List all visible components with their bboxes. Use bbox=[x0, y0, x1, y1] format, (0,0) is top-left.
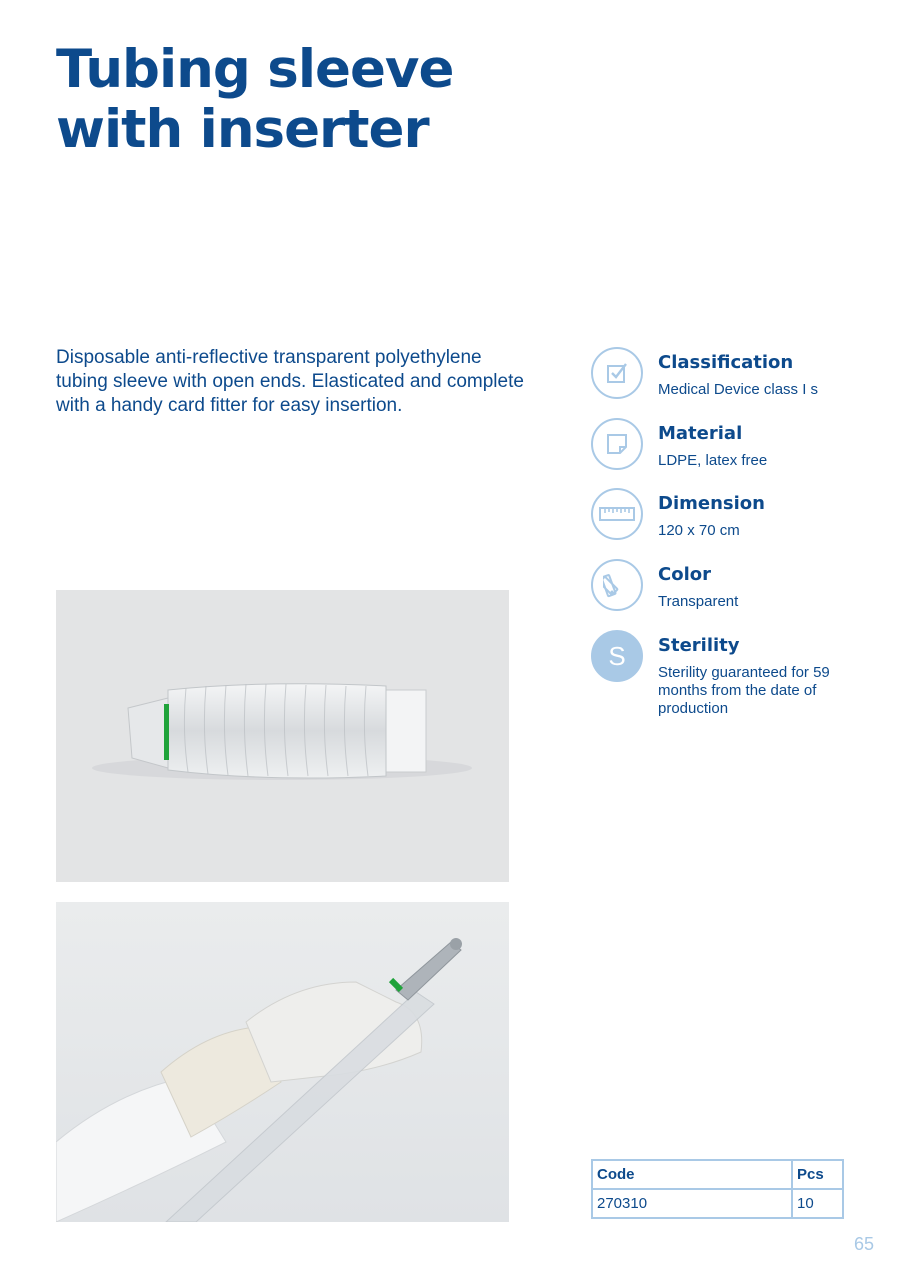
table-header-row bbox=[592, 1160, 843, 1189]
page-number: 65 bbox=[853, 1234, 874, 1254]
title-line-1: Tubing sleeve bbox=[56, 39, 454, 100]
product-photo-sleeve bbox=[56, 590, 509, 882]
spec-value: Transparent bbox=[658, 593, 739, 610]
title-line-2: with inserter bbox=[56, 99, 429, 160]
product-description: Disposable anti-reflective transparent polyethylene tubing sleeve with open ends. Elasticated and complete with a handy card fitter for easy insertion. bbox=[56, 347, 524, 416]
cell-pcs: 10 bbox=[792, 1189, 843, 1218]
table-row bbox=[592, 1189, 843, 1218]
column-header-pcs: Pcs bbox=[792, 1160, 843, 1189]
spec-title: Material bbox=[658, 423, 743, 444]
spec-title: Dimension bbox=[658, 493, 765, 514]
column-header-code: Code bbox=[592, 1160, 792, 1189]
spec-title: Color bbox=[658, 564, 711, 585]
product-code-table bbox=[591, 1159, 844, 1219]
cell-code: 270310 bbox=[592, 1189, 792, 1218]
spec-title: Classification bbox=[658, 352, 794, 373]
ruler-icon bbox=[591, 488, 643, 540]
spec-title: Sterility bbox=[658, 635, 740, 656]
spec-value: Sterility guaranteed for 59 months from the date of production bbox=[658, 664, 830, 717]
page-title bbox=[56, 40, 453, 160]
spec-value: LDPE, latex free bbox=[658, 452, 768, 469]
color-swatch-icon bbox=[591, 559, 643, 611]
checkbox-icon bbox=[591, 347, 643, 399]
sheet-icon bbox=[591, 418, 643, 470]
spec-value: 120 x 70 cm bbox=[658, 522, 740, 539]
spec-value: Medical Device class I s bbox=[658, 381, 819, 398]
product-photo-in-use bbox=[56, 902, 509, 1222]
sterility-icon: S bbox=[591, 630, 643, 682]
